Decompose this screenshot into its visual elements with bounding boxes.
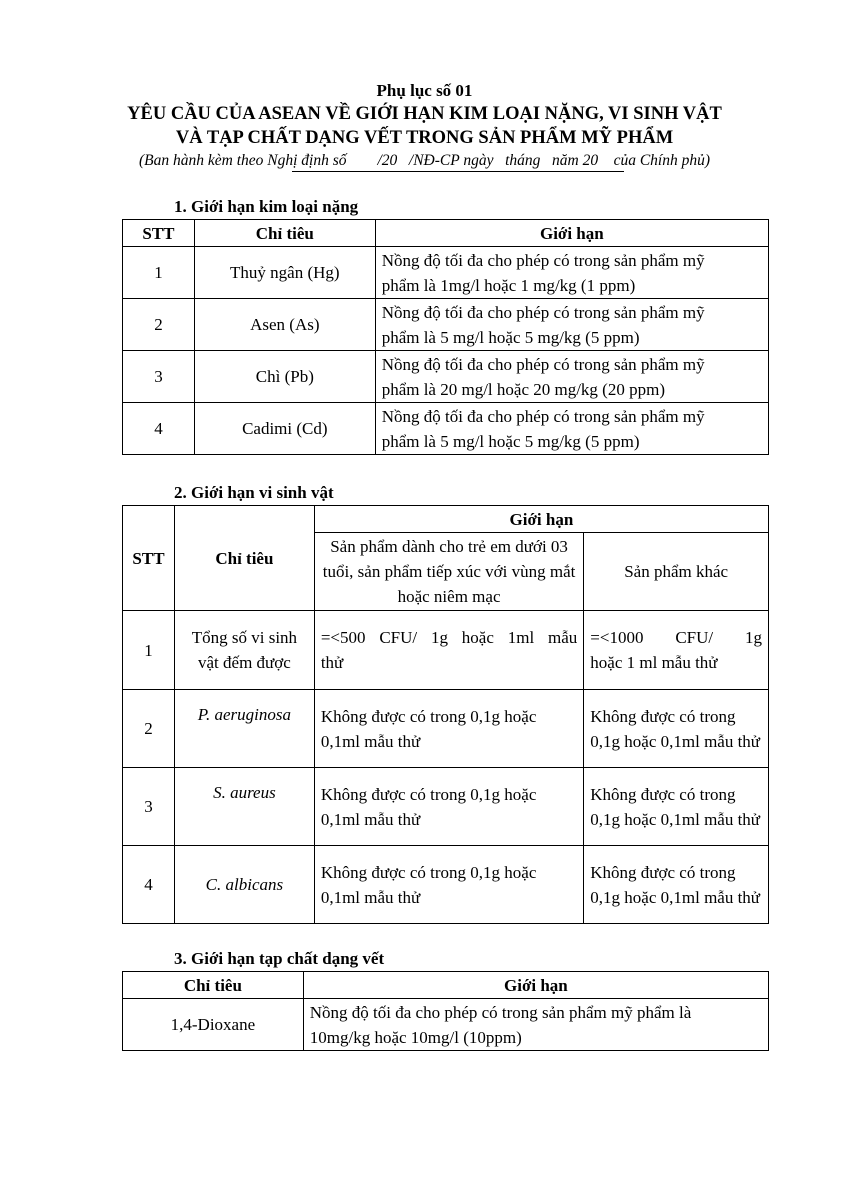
limit-line: Nồng độ tối đa cho phép có trong sản phẩm mỹ bbox=[381, 302, 705, 322]
table-row bbox=[123, 611, 769, 690]
microbial-table bbox=[122, 505, 769, 924]
table-header-row bbox=[123, 220, 769, 247]
row-indicator: Tổng số vi sinh vật đếm được bbox=[174, 611, 314, 690]
table-row bbox=[123, 690, 769, 768]
row-children-limit bbox=[314, 846, 583, 924]
row-stt: 2 bbox=[123, 299, 195, 351]
col-indicator: Chỉ tiêu bbox=[123, 972, 304, 999]
title-underline bbox=[292, 171, 624, 172]
table-header-row bbox=[123, 972, 769, 999]
col-stt: STT bbox=[123, 506, 175, 611]
heavy-metals-table bbox=[122, 219, 769, 455]
limit-line: 0,1ml mẫu thử bbox=[320, 887, 421, 907]
row-children-limit bbox=[314, 611, 583, 690]
row-indicator: Thuỷ ngân (Hg) bbox=[194, 247, 375, 299]
col-other-products: Sản phẩm khác bbox=[584, 533, 769, 611]
limit-line: Không được có trong 0,1g hoặc bbox=[320, 706, 537, 726]
row-stt: 2 bbox=[123, 690, 175, 768]
section1-heading: 1. Giới hạn kim loại nặng bbox=[174, 197, 359, 216]
section3-heading: 3. Giới hạn tạp chất dạng vết bbox=[174, 949, 385, 968]
col-stt: STT bbox=[123, 220, 195, 247]
appendix-label: Phụ lục số 01 bbox=[376, 81, 473, 100]
limit-line: phẩm là 5 mg/l hoặc 5 mg/kg (5 ppm) bbox=[381, 431, 640, 451]
limit-line: 10mg/kg hoặc 10mg/l (10ppm) bbox=[309, 1027, 522, 1047]
row-other-limit: Không được có trong 0,1g hoặc 0,1ml mẫu thử bbox=[584, 690, 769, 768]
limit-line: thử bbox=[320, 653, 344, 672]
trace-impurities-table bbox=[122, 971, 769, 1051]
col-children-products: Sản phẩm dành cho trẻ em dưới 03 tuổi, sản phẩm tiếp xúc với vùng mắt hoặc niêm mạc bbox=[314, 533, 583, 611]
col-limit: Giới hạn bbox=[314, 506, 768, 533]
limit-line: phẩm là 5 mg/l hoặc 5 mg/kg (5 ppm) bbox=[381, 327, 640, 347]
row-limit bbox=[375, 351, 768, 403]
col-limit: Giới hạn bbox=[303, 972, 768, 999]
table-row bbox=[123, 768, 769, 846]
table-header-row bbox=[123, 506, 769, 533]
table-row bbox=[123, 299, 769, 351]
limit-line: =<500 CFU/ 1g hoặc 1ml mẫu bbox=[320, 628, 578, 647]
limit-line: phẩm là 20 mg/l hoặc 20 mg/kg (20 ppm) bbox=[381, 379, 665, 399]
row-stt: 4 bbox=[123, 403, 195, 455]
limit-line: 0,1ml mẫu thử bbox=[320, 731, 421, 751]
limit-line: 0,1ml mẫu thử bbox=[320, 809, 421, 829]
col-indicator: Chỉ tiêu bbox=[194, 220, 375, 247]
limit-line: Nồng độ tối đa cho phép có trong sản phẩm mỹ bbox=[381, 250, 705, 270]
table-row bbox=[123, 351, 769, 403]
row-indicator: P. aeruginosa bbox=[174, 690, 314, 768]
row-stt: 1 bbox=[123, 611, 175, 690]
limit-line: Nồng độ tối đa cho phép có trong sản phẩm mỹ bbox=[381, 354, 705, 374]
row-indicator: C. albicans bbox=[174, 846, 314, 924]
row-children-limit bbox=[314, 690, 583, 768]
row-limit bbox=[375, 403, 768, 455]
table-row bbox=[123, 846, 769, 924]
row-limit bbox=[375, 247, 768, 299]
limit-line: Nồng độ tối đa cho phép có trong sản phẩm mỹ phẩm là bbox=[309, 1002, 692, 1022]
limit-line: Nồng độ tối đa cho phép có trong sản phẩm mỹ bbox=[381, 406, 705, 426]
limit-line: phẩm là 1mg/l hoặc 1 mg/kg (1 ppm) bbox=[381, 275, 636, 295]
row-limit bbox=[303, 999, 768, 1051]
row-stt: 3 bbox=[123, 768, 175, 846]
document-header bbox=[0, 80, 849, 172]
limit-line: Không được có trong 0,1g hoặc bbox=[320, 784, 537, 804]
table-row bbox=[123, 403, 769, 455]
col-indicator: Chỉ tiêu bbox=[174, 506, 314, 611]
row-indicator: Asen (As) bbox=[194, 299, 375, 351]
title-line-2: VÀ TẠP CHẤT DẠNG VẾT TRONG SẢN PHẨM MỸ PHẨM bbox=[175, 128, 674, 148]
limit-line: =<1000 CFU/ 1g bbox=[590, 628, 762, 647]
row-stt: 3 bbox=[123, 351, 195, 403]
row-other-limit: Không được có trong 0,1g hoặc 0,1ml mẫu thử bbox=[584, 846, 769, 924]
row-indicator: 1,4-Dioxane bbox=[123, 999, 304, 1051]
limit-line: hoặc 1 ml mẫu thử bbox=[590, 653, 718, 672]
section2-heading: 2. Giới hạn vi sinh vật bbox=[174, 483, 334, 502]
row-children-limit bbox=[314, 768, 583, 846]
table-row bbox=[123, 999, 769, 1051]
row-other-limit: Không được có trong 0,1g hoặc 0,1ml mẫu thử bbox=[584, 768, 769, 846]
title-line-1: YÊU CẦU CỦA ASEAN VỀ GIỚI HẠN KIM LOẠI NẶNG, VI SINH VẬT bbox=[127, 104, 722, 124]
row-indicator: Cadimi (Cd) bbox=[194, 403, 375, 455]
row-indicator: Chì (Pb) bbox=[194, 351, 375, 403]
row-stt: 4 bbox=[123, 846, 175, 924]
row-stt: 1 bbox=[123, 247, 195, 299]
table-row bbox=[123, 247, 769, 299]
col-limit: Giới hạn bbox=[375, 220, 768, 247]
row-other-limit bbox=[584, 611, 769, 690]
row-indicator: S. aureus bbox=[174, 768, 314, 846]
row-limit bbox=[375, 299, 768, 351]
issuance-note: (Ban hành kèm theo Nghị định số /20 /NĐ-CP ngày tháng năm 20 của Chính phủ) bbox=[138, 152, 711, 169]
limit-line: Không được có trong 0,1g hoặc bbox=[320, 862, 537, 882]
